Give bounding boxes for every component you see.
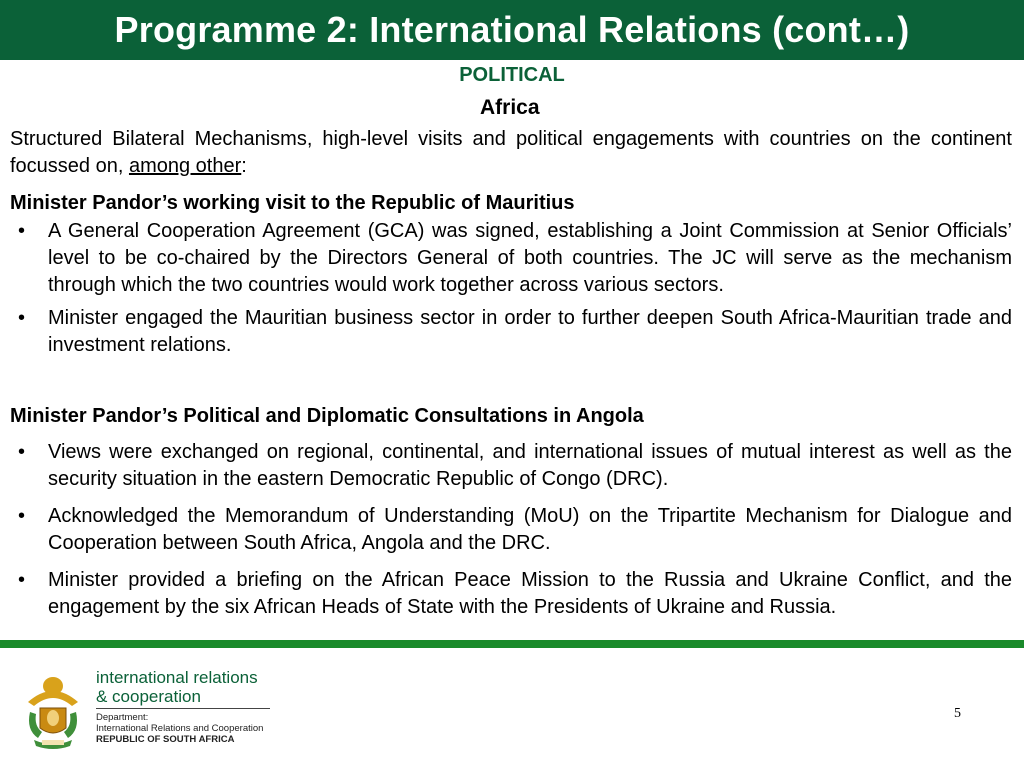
group-heading-mauritius: Minister Pandor’s working visit to the Republic of Mauritius [10,192,575,214]
bullet-icon: • [18,441,26,463]
bullet-list-mauritius [10,218,1012,365]
dept-line-3: REPUBLIC OF SOUTH AFRICA [96,734,235,745]
bullet-text: A General Cooperation Agreement (GCA) was signed, establishing a Joint Commission at Senior Officials’ level to be co-chaired by the Directors General of both countries. The JC will serve as the mechanism through which the two countries would work together across various sectors. [48,220,1012,296]
intro-colon: : [241,155,247,177]
department-label [96,712,263,745]
intro-text: Structured Bilateral Mechanisms, high-level visits and political engagements with countries on the continent focussed on, [10,128,1012,177]
subsection-label: Africa [480,96,540,119]
dirco-logo-text [96,668,258,706]
list-item [10,567,1012,621]
list-item [10,439,1012,493]
bullet-icon: • [18,569,26,591]
dept-line-2: International Relations and Cooperation [96,723,264,734]
logo-line-1: international relations [96,668,258,687]
bullet-text: Minister engaged the Mauritian business sector in order to further deepen South Africa-Mauritian trade and investment relations. [48,307,1012,356]
dept-line-1: Department: [96,712,149,723]
bullet-icon: • [18,307,26,329]
list-item [10,305,1012,359]
footer-divider [0,640,1024,648]
logo-line-2: & cooperation [96,687,201,706]
bullet-text: Acknowledged the Memorandum of Understanding (MoU) on the Tripartite Mechanism for Dialogue and Cooperation between South Africa, Angola and the DRC. [48,505,1012,554]
group-heading-angola: Minister Pandor’s Political and Diplomatic Consultations in Angola [10,405,644,427]
intro-paragraph [10,126,1012,180]
list-item [10,218,1012,299]
title-banner [0,0,1024,60]
bullet-text: Views were exchanged on regional, continental, and international issues of mutual interest as well as the security situation in the eastern Democratic Republic of Congo (DRC). [48,441,1012,490]
bullet-icon: • [18,505,26,527]
section-label: POLITICAL [459,64,565,86]
logo-divider [96,708,270,709]
page-title: Programme 2: International Relations (cont…) [114,9,910,50]
coat-of-arms-icon [22,672,84,750]
intro-underlined: among other [128,155,242,177]
bullet-list-angola [10,439,1012,627]
bullet-icon: • [18,220,26,242]
bullet-text: Minister provided a briefing on the African Peace Mission to the Russia and Ukraine Conflict, and the engagement by the six African Heads of State with the Presidents of Ukraine and Russia. [48,569,1012,618]
page-number: 5 [954,706,961,721]
list-item [10,503,1012,557]
